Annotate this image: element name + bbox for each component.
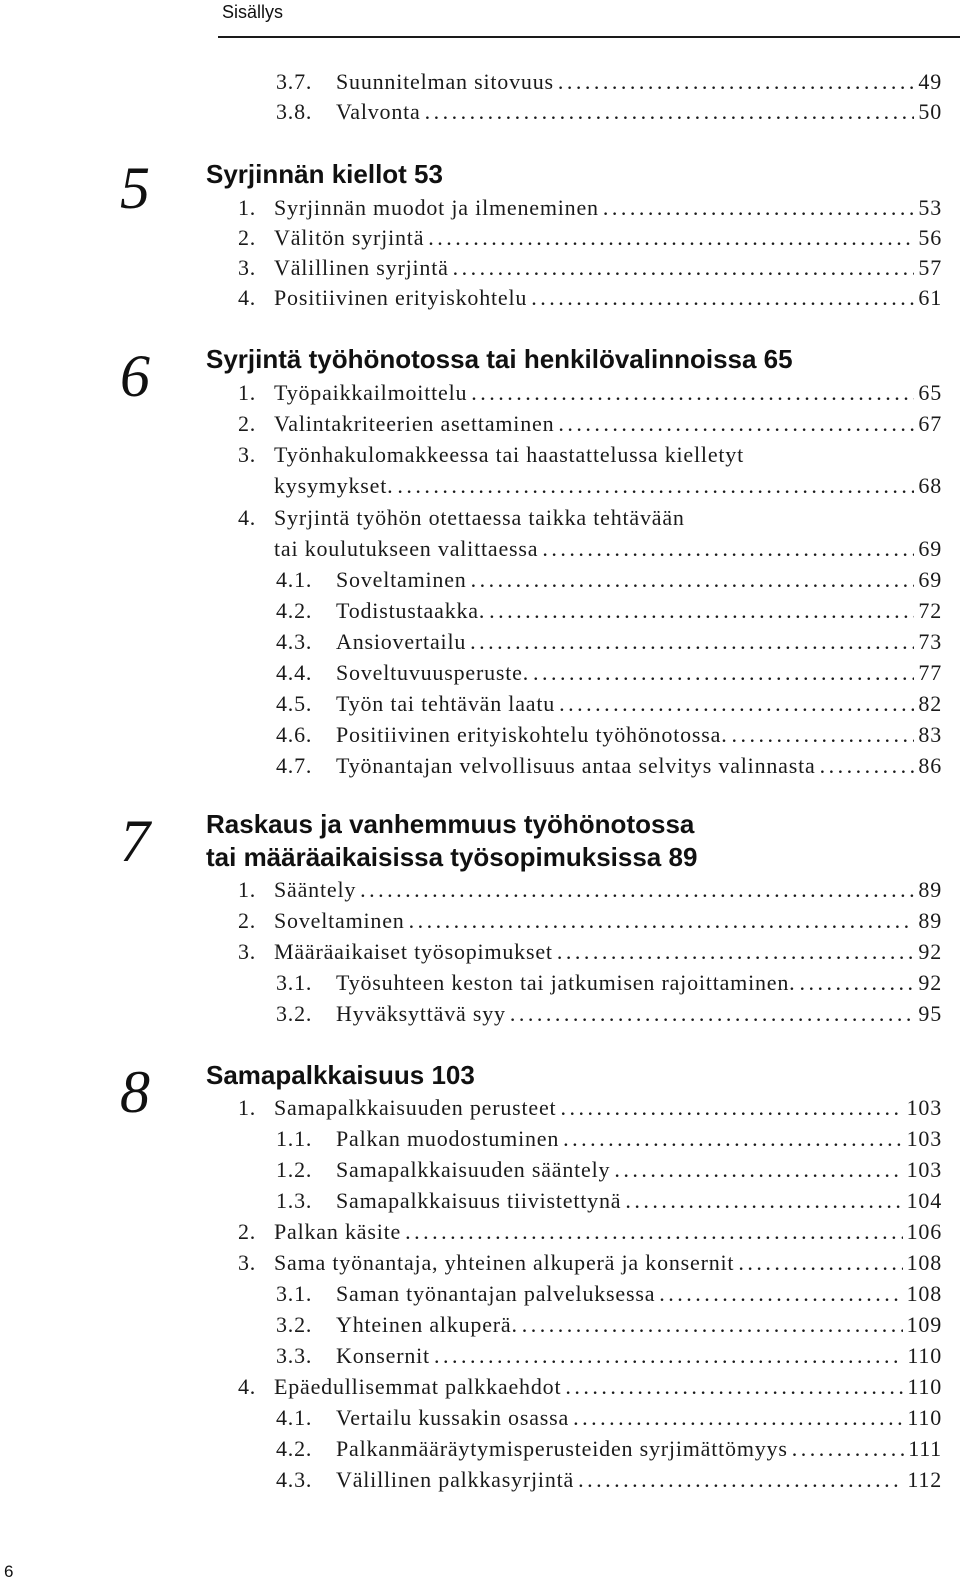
toc-entry-number: 4.3. bbox=[276, 1467, 313, 1492]
dot-leader bbox=[659, 1279, 902, 1309]
toc-entry[interactable] bbox=[238, 253, 942, 283]
toc-entry-page: 72 bbox=[918, 598, 942, 623]
chapter-title-line-1[interactable]: Raskaus ja vanhemmuus työhönotossa bbox=[206, 809, 695, 839]
toc-entry-number: 1. bbox=[238, 877, 257, 902]
toc-entry-number: 4.6. bbox=[276, 722, 313, 747]
toc-entry[interactable] bbox=[238, 378, 942, 408]
toc-entry-title: Sääntely bbox=[274, 877, 357, 902]
toc-entry[interactable] bbox=[276, 1124, 942, 1154]
toc-entry-page: 82 bbox=[918, 691, 942, 716]
toc-entry-title: kysymykset. bbox=[274, 473, 394, 498]
dot-leader bbox=[799, 968, 914, 998]
toc-entry-title: Hyväksyttävä syy bbox=[336, 1001, 506, 1026]
toc-entry-page: 92 bbox=[918, 970, 942, 995]
toc-entry-title: tai koulutukseen valittaessa bbox=[274, 536, 539, 561]
dot-leader bbox=[425, 97, 915, 127]
toc-entry-number: 3. bbox=[238, 442, 257, 467]
dot-leader bbox=[510, 999, 915, 1029]
toc-entry-number: 4.3. bbox=[276, 629, 313, 654]
dot-leader bbox=[563, 1124, 902, 1154]
toc-entry-title: Konsernit bbox=[336, 1343, 430, 1368]
toc-entry-title: Samapalkkaisuus tiivistettynä bbox=[336, 1188, 622, 1213]
toc-entry-page: 86 bbox=[918, 753, 942, 778]
toc-entry-title: Palkanmääräytymisperusteiden syrjimättömyys bbox=[336, 1436, 788, 1461]
toc-entry-number: 4.1. bbox=[276, 567, 313, 592]
toc-entry-page: 110 bbox=[907, 1343, 942, 1368]
toc-entry-title: Työsuhteen keston tai jatkumisen rajoittaminen. bbox=[336, 970, 796, 995]
toc-entry[interactable] bbox=[276, 751, 942, 781]
toc-entry[interactable] bbox=[276, 720, 942, 750]
toc-entry-title: Suunnitelman sitovuus bbox=[336, 69, 554, 94]
toc-entry-page: 53 bbox=[918, 195, 942, 220]
toc-entry-number: 1.3. bbox=[276, 1188, 313, 1213]
toc-entry-page: 112 bbox=[907, 1467, 942, 1492]
running-header-label: Sisällys bbox=[222, 2, 284, 22]
chapter-number: 5 bbox=[120, 155, 150, 221]
toc-entry-page: 49 bbox=[918, 69, 942, 94]
toc-entry-title: Todistustaakka. bbox=[336, 598, 486, 623]
toc-entry-title: Yhteinen alkuperä. bbox=[336, 1312, 518, 1337]
dot-leader bbox=[625, 1186, 902, 1216]
toc-entry-page: 104 bbox=[906, 1188, 942, 1213]
dot-leader bbox=[522, 1310, 903, 1340]
toc-entry-page: 69 bbox=[918, 567, 942, 592]
header-rule bbox=[218, 36, 960, 38]
toc-entry-title: Ansiovertailu bbox=[336, 629, 467, 654]
dot-leader bbox=[405, 1217, 903, 1247]
toc-entry-number: 3. bbox=[238, 255, 257, 280]
running-header bbox=[0, 0, 960, 50]
dot-leader bbox=[614, 1155, 902, 1185]
toc-entry-title: Työpaikkailmoittelu bbox=[274, 380, 468, 405]
toc-entry[interactable] bbox=[276, 1341, 942, 1371]
toc-entry-number: 3.2. bbox=[276, 1001, 313, 1026]
toc-entry-title: Valintakriteerien asettaminen bbox=[274, 411, 555, 436]
toc-entry-number: 3.2. bbox=[276, 1312, 313, 1337]
dot-leader bbox=[531, 283, 914, 313]
toc-entry[interactable] bbox=[276, 1465, 942, 1495]
toc-entry-page: 61 bbox=[918, 285, 942, 310]
toc-entry[interactable] bbox=[238, 1093, 942, 1123]
toc-entry-page: 108 bbox=[906, 1281, 942, 1306]
toc-entry[interactable] bbox=[238, 1217, 942, 1247]
toc-entry[interactable] bbox=[276, 596, 942, 626]
toc-entry-page: 69 bbox=[918, 536, 942, 561]
toc-entry-number: 4.1. bbox=[276, 1405, 313, 1430]
toc-entry-title: Positiivinen erityiskohtelu työhönotossa. bbox=[336, 722, 728, 747]
toc-entry-number: 1. bbox=[238, 1095, 257, 1120]
toc-entry[interactable] bbox=[276, 97, 942, 127]
toc-entry-number: 4.4. bbox=[276, 660, 313, 685]
toc-entry[interactable] bbox=[276, 1279, 942, 1309]
toc-entry[interactable] bbox=[238, 223, 942, 253]
toc-entry-title: Valvonta bbox=[336, 99, 421, 124]
dot-leader bbox=[471, 378, 914, 408]
dot-leader bbox=[565, 1372, 903, 1402]
toc-entry-page: 57 bbox=[918, 255, 942, 280]
toc-entry-title: Samapalkkaisuuden sääntely bbox=[336, 1157, 611, 1182]
dot-leader bbox=[558, 409, 914, 439]
toc-entry-title: Soveltaminen bbox=[336, 567, 467, 592]
dot-leader bbox=[489, 596, 914, 626]
toc-entry-page: 67 bbox=[918, 411, 942, 436]
dot-leader bbox=[397, 471, 914, 501]
dot-leader bbox=[453, 253, 915, 283]
toc-entry-title: Määräaikaiset työsopimukset bbox=[274, 939, 553, 964]
toc-entry-page: 65 bbox=[918, 380, 942, 405]
dot-leader bbox=[732, 720, 915, 750]
chapter-title[interactable]: Syrjinnän kiellot 53 bbox=[206, 159, 443, 189]
toc-entry-page: 92 bbox=[918, 939, 942, 964]
page-number: 6 bbox=[4, 1562, 14, 1581]
dot-leader bbox=[792, 1434, 905, 1464]
toc-entry-number: 4.5. bbox=[276, 691, 313, 716]
dot-leader bbox=[434, 1341, 903, 1371]
toc-entry-number: 2. bbox=[238, 908, 257, 933]
toc-entry-number: 3.1. bbox=[276, 1281, 313, 1306]
toc-entry-number: 4.2. bbox=[276, 1436, 313, 1461]
toc-entry[interactable] bbox=[276, 1186, 942, 1216]
toc-entry-page: 103 bbox=[906, 1157, 942, 1182]
dot-leader bbox=[533, 658, 914, 688]
toc-entry-page: 95 bbox=[918, 1001, 942, 1026]
toc-entry-number: 3.8. bbox=[276, 99, 313, 124]
dot-leader bbox=[738, 1248, 902, 1278]
dot-leader bbox=[428, 223, 914, 253]
toc-entry-number: 1. bbox=[238, 195, 257, 220]
toc-entry-number: 3.1. bbox=[276, 970, 313, 995]
toc-entry[interactable] bbox=[274, 471, 942, 501]
toc-entry-page: 110 bbox=[907, 1405, 942, 1430]
toc-entry[interactable] bbox=[238, 283, 942, 313]
dot-leader bbox=[559, 689, 914, 719]
toc-entry-page: 106 bbox=[906, 1219, 942, 1244]
dot-leader bbox=[603, 193, 915, 223]
toc-entry[interactable] bbox=[276, 968, 942, 998]
toc-entry-title: Epäedullisemmat palkkaehdot bbox=[274, 1374, 562, 1399]
toc-entry-page: 110 bbox=[907, 1374, 942, 1399]
toc-entry-number: 1. bbox=[238, 380, 257, 405]
toc-entry-title: Sama työnantaja, yhteinen alkuperä ja konsernit bbox=[274, 1250, 735, 1275]
toc-entry-number: 4. bbox=[238, 285, 257, 310]
toc-entry-title: Välillinen syrjintä bbox=[274, 255, 449, 280]
toc-entry-title: Välitön syrjintä bbox=[274, 225, 425, 250]
toc-entry-number: 2. bbox=[238, 225, 257, 250]
toc-entry[interactable] bbox=[276, 658, 942, 688]
toc-entry[interactable] bbox=[276, 689, 942, 719]
toc-entry[interactable] bbox=[276, 1155, 942, 1185]
toc-entry[interactable] bbox=[238, 875, 942, 905]
chapter-title-line-2[interactable]: tai määräaikaisissa työsopimuksissa 89 bbox=[206, 842, 698, 872]
toc-entry[interactable] bbox=[238, 1372, 942, 1402]
toc-entry-page: 103 bbox=[906, 1095, 942, 1120]
toc-entry-number: 3.3. bbox=[276, 1343, 313, 1368]
toc-entry-title-line bbox=[238, 503, 685, 533]
toc-entry-page: 89 bbox=[918, 908, 942, 933]
toc-entry-number: 2. bbox=[238, 1219, 257, 1244]
toc-entry-page: 109 bbox=[906, 1312, 942, 1337]
toc-entry-title: Palkan muodostuminen bbox=[336, 1126, 560, 1151]
chapter-title[interactable]: Samapalkkaisuus 103 bbox=[206, 1060, 475, 1090]
chapter-title[interactable]: Syrjintä työhönotossa tai henkilövalinnoissa 65 bbox=[206, 344, 793, 374]
dot-leader bbox=[471, 565, 915, 595]
toc-entry-title-first-line: Syrjintä työhön otettaessa taikka tehtävään bbox=[274, 505, 685, 530]
toc-entry-page: 50 bbox=[918, 99, 942, 124]
toc-entry-number: 2. bbox=[238, 411, 257, 436]
toc-entry-number: 3. bbox=[238, 1250, 257, 1275]
toc-entry-title: Syrjinnän muodot ja ilmeneminen bbox=[274, 195, 599, 220]
toc-entry-page: 68 bbox=[918, 473, 942, 498]
toc-entry-title: Positiivinen erityiskohtelu bbox=[274, 285, 528, 310]
toc-entry-number: 4. bbox=[238, 505, 257, 530]
toc-entry-title: Välillinen palkkasyrjintä bbox=[336, 1467, 575, 1492]
toc-entry-title: Soveltuvuusperuste. bbox=[336, 660, 530, 685]
dot-leader bbox=[573, 1403, 903, 1433]
toc-entry[interactable] bbox=[238, 409, 942, 439]
toc-entry-title: Vertailu kussakin osassa bbox=[336, 1405, 570, 1430]
toc-entry[interactable] bbox=[238, 937, 942, 967]
toc-entry-number: 4.2. bbox=[276, 598, 313, 623]
dot-leader bbox=[557, 937, 915, 967]
toc-entry-page: 111 bbox=[908, 1436, 942, 1461]
toc-entry-title: Työn tai tehtävän laatu bbox=[336, 691, 556, 716]
dot-leader bbox=[558, 67, 915, 97]
dot-leader bbox=[560, 1093, 902, 1123]
toc-entry[interactable] bbox=[276, 67, 942, 97]
chapter-number: 8 bbox=[120, 1059, 150, 1125]
toc-entry-page: 83 bbox=[918, 722, 942, 747]
toc-entry-title: Palkan käsite bbox=[274, 1219, 402, 1244]
dot-leader bbox=[470, 627, 914, 657]
toc-entry-title-first-line: Työnhakulomakkeessa tai haastattelussa kielletyt bbox=[274, 442, 745, 467]
toc-entry[interactable] bbox=[276, 565, 942, 595]
chapter-number: 7 bbox=[120, 808, 150, 874]
toc-entry-page: 77 bbox=[918, 660, 942, 685]
toc-entry-page: 73 bbox=[918, 629, 942, 654]
toc-entry-number: 3.7. bbox=[276, 69, 313, 94]
toc-entry-number: 4.7. bbox=[276, 753, 313, 778]
toc-entry-page: 56 bbox=[918, 225, 942, 250]
toc-entry[interactable] bbox=[238, 906, 942, 936]
dot-leader bbox=[542, 534, 914, 564]
toc-entry[interactable] bbox=[274, 534, 942, 564]
dot-leader bbox=[409, 906, 915, 936]
chapter-number: 6 bbox=[120, 343, 150, 409]
toc-entry[interactable] bbox=[276, 1310, 942, 1340]
toc-entry-page: 89 bbox=[918, 877, 942, 902]
toc-entry-title: Samapalkkaisuuden perusteet bbox=[274, 1095, 557, 1120]
dot-leader bbox=[360, 875, 914, 905]
toc-entry[interactable] bbox=[276, 627, 942, 657]
toc-entry-title: Soveltaminen bbox=[274, 908, 405, 933]
dot-leader bbox=[578, 1465, 903, 1495]
toc-entry[interactable] bbox=[238, 193, 942, 223]
toc-entry-title: Työnantajan velvollisuus antaa selvitys valinnasta bbox=[336, 753, 816, 778]
toc-entry-number: 3. bbox=[238, 939, 257, 964]
toc-entry[interactable] bbox=[238, 1248, 942, 1278]
toc-entry-page: 103 bbox=[906, 1126, 942, 1151]
toc-entry-page: 108 bbox=[906, 1250, 942, 1275]
toc-entry[interactable] bbox=[276, 1403, 942, 1433]
toc-entry-number: 1.2. bbox=[276, 1157, 313, 1182]
toc-entry-number: 1.1. bbox=[276, 1126, 313, 1151]
dot-leader bbox=[820, 751, 915, 781]
toc-entry-title: Saman työnantajan palveluksessa bbox=[336, 1281, 656, 1306]
toc-entry[interactable] bbox=[276, 1434, 942, 1464]
toc-entry[interactable] bbox=[276, 999, 942, 1029]
toc-entry-title-line bbox=[238, 440, 744, 470]
toc-entry-number: 4. bbox=[238, 1374, 257, 1399]
